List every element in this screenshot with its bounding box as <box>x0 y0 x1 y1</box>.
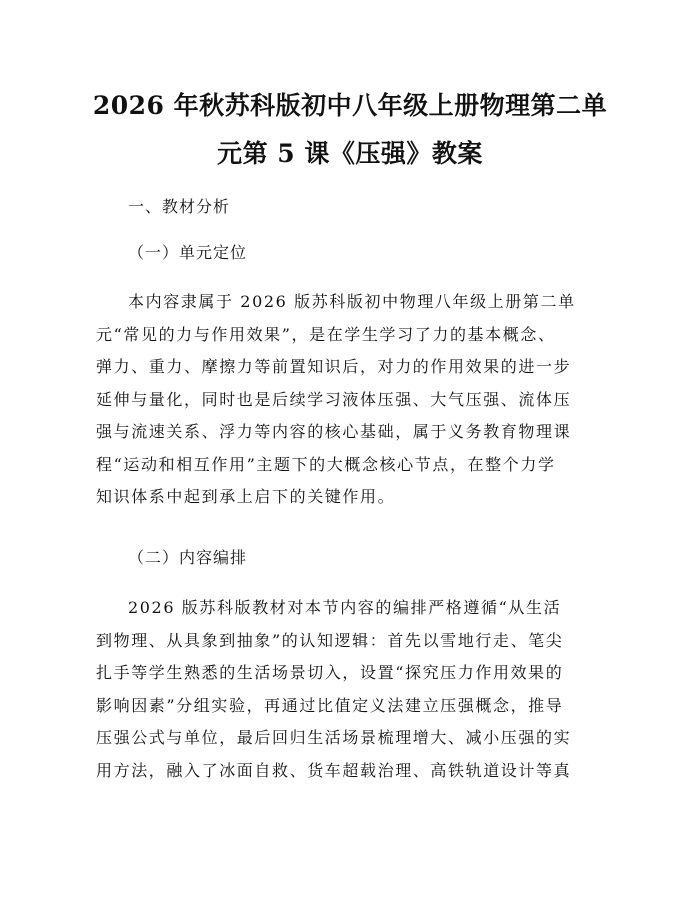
paragraph-line: 用方法，融入了冰面自救、货车超载治理、高铁轨道设计等真 <box>96 761 572 780</box>
paragraph-line: 影响因素”分组实验，再通过比值定义法建立压强概念，推导 <box>96 696 564 715</box>
paragraph-line: 2026 版苏科版教材对本节内容的编排严格遵循“从生活 <box>128 598 562 617</box>
section-heading-teaching-analysis: 一、教材分析 <box>128 197 231 216</box>
paragraph-line: 本内容隶属于 2026 版苏科版初中物理八年级上册第二单 <box>128 292 576 311</box>
paragraph-line: 扎手等学生熟悉的生活场景切入，设置“探究压力作用效果的 <box>96 663 564 682</box>
paragraph-line: 强与流速关系、浮力等内容的核心基础，属于义务教育物理课 <box>96 422 572 441</box>
document-title-line-1: 2026 年秋苏科版初中八年级上册物理第二单 <box>92 91 608 120</box>
paragraph-line: 弹力、重力、摩擦力等前置知识后，对力的作用效果的进一步 <box>96 357 572 376</box>
paragraph-line: 元“常见的力与作用效果”，是在学生学习了力的基本概念、 <box>96 325 556 344</box>
paragraph-line: 到物理、从具象到抽象”的认知逻辑：首先以雪地行走、笔尖 <box>96 631 564 650</box>
paragraph-line: 程“运动和相互作用”主题下的大概念核心节点，在整个力学 <box>96 455 556 474</box>
paragraph-line: 知识体系中起到承上启下的关键作用。 <box>96 487 396 506</box>
subsection-heading-unit-position: （一）单元定位 <box>128 243 248 262</box>
document-title-line-2: 元第 5 课《压强》教案 <box>217 139 483 168</box>
paragraph-line: 延伸与量化，同时也是后续学习液体压强、大气压强、流体压 <box>96 390 572 409</box>
paragraph-line: 压强公式与单位，最后回归生活场景梳理增大、减小压强的实 <box>96 728 572 747</box>
subsection-heading-content-arrangement: （二）内容编排 <box>128 548 248 567</box>
